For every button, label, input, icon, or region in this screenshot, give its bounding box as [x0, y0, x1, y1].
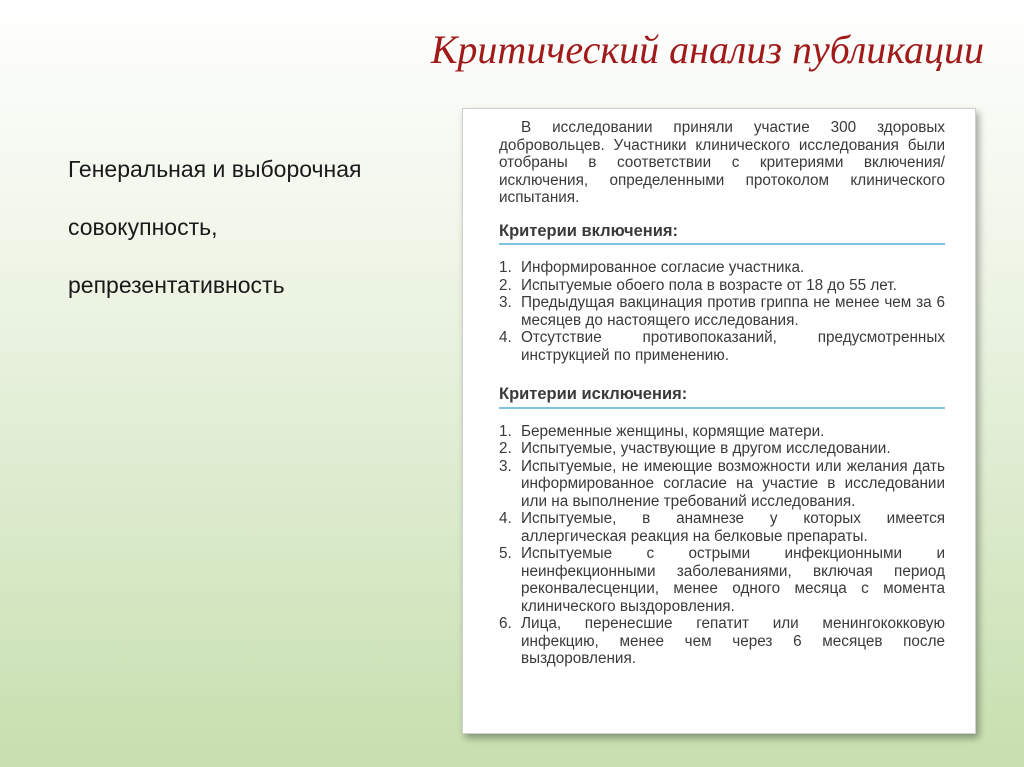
item-text: Испытуемые обоего пола в возрасте от 18 до 55 лет. [521, 276, 897, 294]
document-scan-image [462, 108, 976, 734]
slide-body-text [68, 140, 438, 314]
list-item [499, 615, 945, 668]
item-text: Беременные женщины, кормящие матери. [521, 422, 825, 440]
slide-title: Критический анализ публикации [430, 27, 984, 72]
item-number: 2. [499, 440, 512, 457]
inclusion-heading: Критерии включения: [499, 223, 945, 246]
item-number: 1. [499, 422, 512, 440]
list-item [499, 545, 945, 615]
item-number: 1. [499, 259, 512, 276]
list-item [499, 510, 945, 545]
body-line: репрезентативность [68, 272, 285, 298]
list-item [499, 294, 945, 329]
item-text: Испытуемые с острыми инфекционными и неинфекционными заболеваниями, включая период реконвалесценции, менее одного месяца с момента клинического выздоровления. [521, 545, 945, 615]
list-item [499, 277, 945, 295]
inclusion-list [499, 259, 945, 364]
item-number: 4. [499, 329, 512, 346]
item-number: 6. [499, 615, 512, 632]
item-number: 3. [499, 457, 512, 475]
list-item [499, 329, 945, 364]
item-text: Предыдущая вакцинация против гриппа не менее чем за 6 месяцев до настоящего исследования. [521, 294, 945, 329]
list-item [499, 440, 945, 458]
list-item [499, 458, 945, 511]
document-intro: В исследовании приняли участие 300 здоровых добровольцев. Участники клинического исследования были отобраны в соответствии с критериями включения/исключения, определенными протоколом клинического испытания. [499, 119, 945, 206]
exclusion-heading: Критерии исключения: [499, 386, 945, 409]
item-text: Испытуемые, в анамнезе у которых имеется аллергическая реакция на белковые препараты. [521, 510, 945, 545]
item-number: 5. [499, 545, 512, 562]
item-text: Отсутствие противопоказаний, предусмотренных инструкцией по применению. [521, 329, 945, 364]
item-text: Испытуемые, не имеющие возможности или желания дать информированное согласие на участие в исследовании или на выполнение требований исследования. [521, 457, 945, 510]
body-line: Генеральная и выборочная [68, 156, 362, 182]
item-number: 3. [499, 294, 512, 311]
exclusion-list [499, 423, 945, 668]
list-item [499, 423, 945, 441]
item-text: Испытуемые, участвующие в другом исследовании. [521, 440, 891, 457]
item-number: 4. [499, 510, 512, 527]
item-text: Информированное согласие участника. [521, 259, 805, 276]
list-item [499, 259, 945, 277]
body-line: совокупность, [68, 214, 218, 240]
item-text: Лица, перенесшие гепатит или менингококковую инфекцию, менее чем через 6 месяцев после выздоровления. [521, 615, 945, 667]
item-number: 2. [499, 276, 512, 294]
